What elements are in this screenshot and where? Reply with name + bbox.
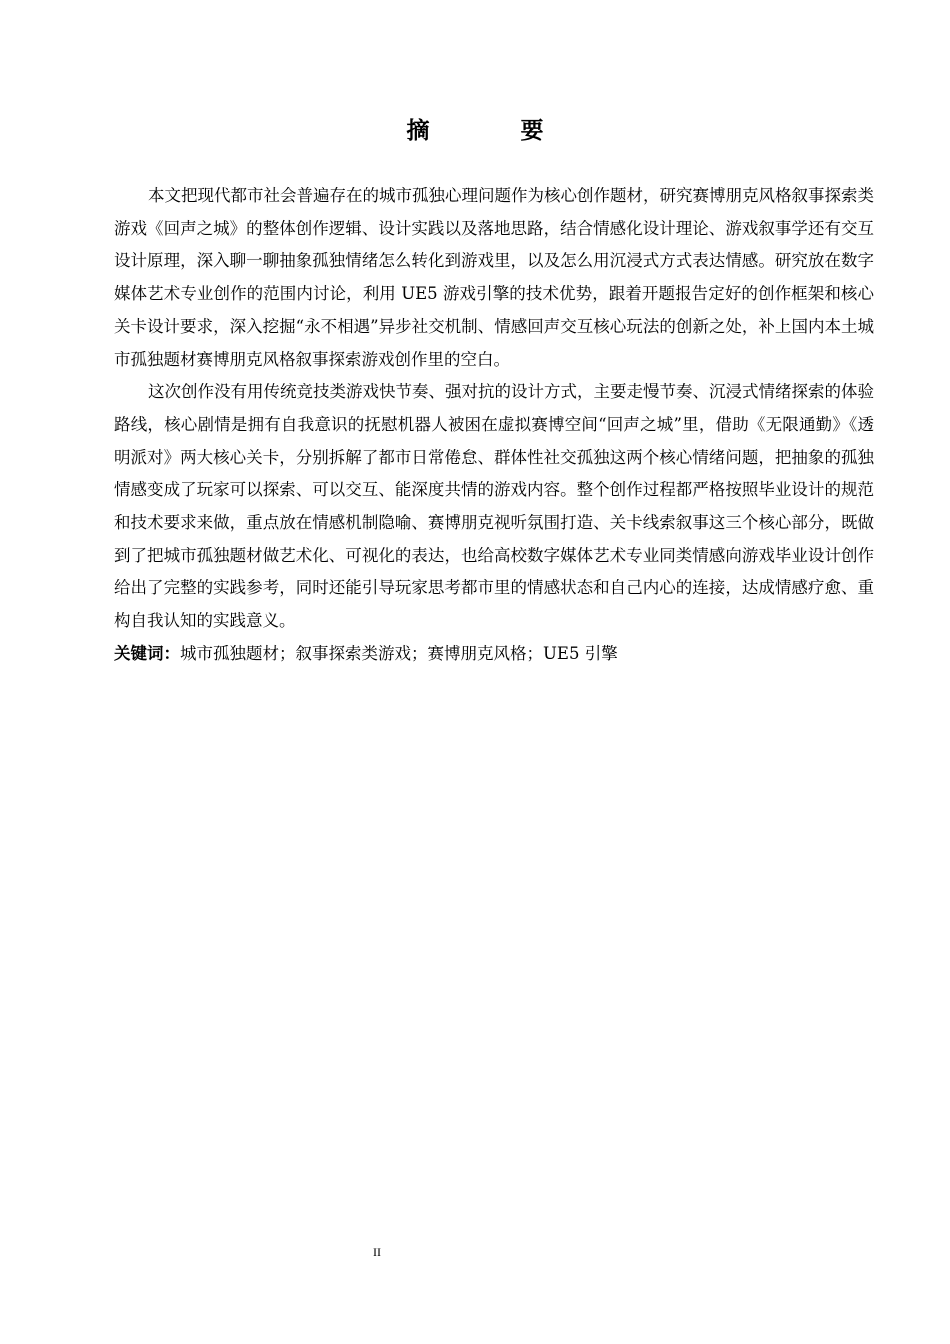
abstract-paragraph-1: 本文把现代都市社会普遍存在的城市孤独心理问题作为核心创作题材，研究赛博朋克风格叙事探索类游戏《回声之城》的整体创作逻辑、设计实践以及落地思路，结合情感化设计理论、游戏叙事学还有交互设计原理，深入聊一聊抽象孤独情绪怎么转化到游戏里，以及怎么用沉浸式方式表达情感。研究放在数字媒体艺术专业创作的范围内讨论，利用 UE5 游戏引擎的技术优势，跟着开题报告定好的创作框架和核心关卡设计要求，深入挖掘“永不相遇”异步社交机制、情感回声交互核心玩法的创新之处，补上国内本土城市孤独题材赛博朋克风格叙事探索游戏创作里的空白。 <box>114 186 874 369</box>
abstract-paragraph-2: 这次创作没有用传统竞技类游戏快节奏、强对抗的设计方式，主要走慢节奏、沉浸式情绪探索的体验路线，核心剧情是拥有自我意识的抚慰机器人被困在虚拟赛博空间“回声之城”里，借助《无限通勤》《透明派对》两大核心关卡，分别拆解了都市日常倦怠、群体性社交孤独这两个核心情绪问题，把抽象的孤独情感变成了玩家可以探索、可以交互、能深度共情的游戏内容。整个创作过程都严格按照毕业设计的规范和技术要求来做，重点放在情感机制隐喻、赛博朋克视听氛围打造、关卡线索叙事这三个核心部分，既做到了把城市孤独题材做艺术化、可视化的表达，也给高校数字媒体艺术专业同类情感向游戏毕业设计创作给出了完整的实践参考，同时还能引导玩家思考都市里的情感状态和自己内心的连接，达成情感疗愈、重构自我认知的实践意义。 <box>114 382 874 631</box>
keywords-line <box>114 638 874 671</box>
page-number: II <box>373 1245 381 1259</box>
abstract-body <box>114 180 874 671</box>
keywords-label: 关键词： <box>114 643 180 663</box>
keywords-text: 城市孤独题材；叙事探索类游戏；赛博朋克风格；UE5 引擎 <box>180 643 618 663</box>
page-title: 摘 要 <box>406 118 578 144</box>
